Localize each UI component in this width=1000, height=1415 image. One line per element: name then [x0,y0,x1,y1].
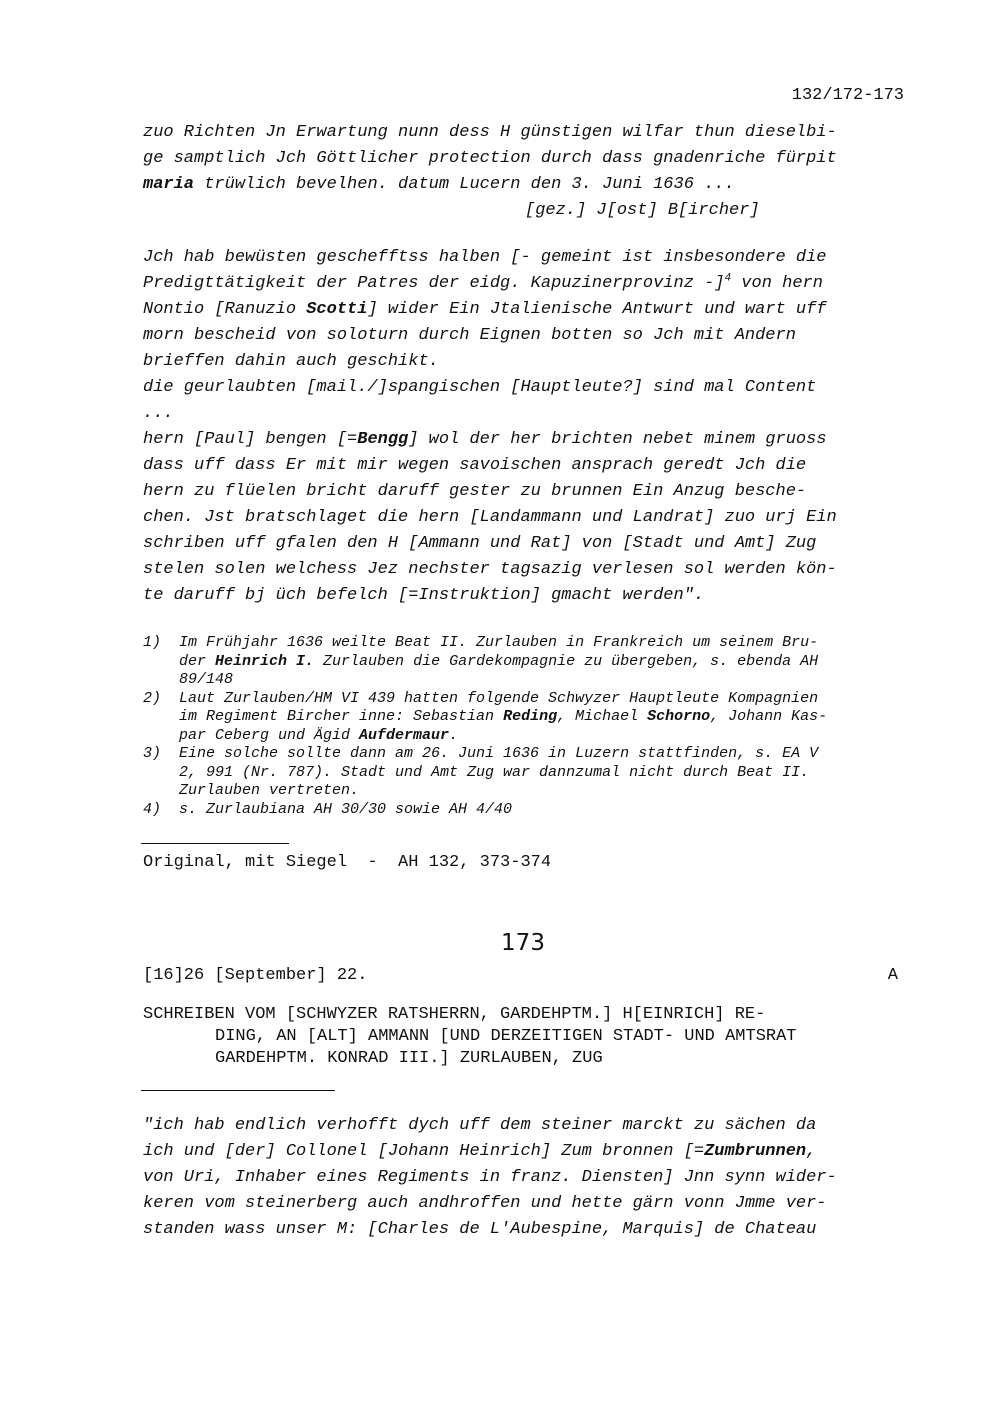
heading-line: SCHREIBEN VOM [SCHWYZER RATSHERRN, GARDEHPTM.] H[EINRICH] RE- [143,1005,766,1024]
footnote-2: 2) Laut Zurlauben/HM VI 439 hatten folgende Schwyzer Hauptleute Kompagnien im Regiment Bircher inne: Sebastian Reding, Michael Schorno, Johann Kas- par Ceberg und Ägid Aufdermaur. [143,689,828,744]
footnote-3: 3) Eine solche sollte dann am 26. Juni 1636 in Luzern stattfinden, s. EA V 2, 991 (Nr. 787). Stadt und Amt Zug war dannzumal nicht durch Beat II. Zurlauben vertreten. [143,745,819,799]
text-line: te daruff bj üch befelch [=Instruktion] gmacht werden". [143,586,705,605]
letter-start [143,1113,908,1243]
document-date-line [143,966,898,985]
letter-end [143,120,908,224]
bold-name: Schorno [647,708,711,725]
postscript [143,245,908,609]
footnote-number: 2) [143,689,162,707]
bold-name: Scotti [306,300,368,319]
page-reference: 132/172-173 [791,86,904,105]
bold-name: Bengg [357,430,409,449]
text-line: stelen solen welchess Jez nechster tagsazig verlesen sol werden kön- [143,560,837,579]
signature: [gez.] J[ost] B[ircher] [525,201,760,220]
text-line: von Uri, Inhaber eines Regiments in franz. Diensten] Jnn synn wider- [143,1168,837,1187]
bold-name: Zumbrunnen [704,1142,807,1161]
text-line: hern [Paul] bengen [=Bengg] wol der her brichten nebet minem gruoss [143,430,827,449]
text-line: keren vom steinerberg auch andhroffen und hette gärn vonn Jmme ver- [143,1194,827,1213]
text-line: hern zu flüelen bricht daruff gester zu brunnen Ein Anzug besche- [143,482,807,501]
text-line: chen. Jst bratschlaget die hern [Landammann und Landrat] zuo urj Ein [143,508,837,527]
footnote-number: 4) [143,800,162,818]
footnote-number: 3) [143,745,162,762]
bold-name: maria [143,175,195,194]
text-line: "ich hab endlich verhofft dych uff dem steiner marckt zu sächen da [143,1116,817,1135]
footnotes [143,634,908,819]
bold-name: Aufdermaur [359,726,450,744]
text-line: ich und [der] Collonel [Johann Heinrich] Zum bronnen [=Zumbrunnen, [143,1142,817,1161]
separator-rule [141,1090,335,1091]
footnote-4: 4) s. Zurlaubiana AH 30/30 sowie AH 4/40 [143,800,513,818]
text-line: Predigttätigkeit der Patres der eidg. Kapuzinerprovinz -]$^4$ von hern [143,272,823,293]
footnote-ref: 4 [724,272,732,285]
document-heading [143,1004,908,1070]
text-line: schriben uff gfalen den H [Ammann und Rat] von [Stadt und Amt] Zug [143,534,817,553]
text-line: ge samptlich Jch Göttlicher protection durch dass gnadenriche fürpit [143,149,837,168]
heading-line: DING, AN [ALT] AMMANN [UND DERZEITIGEN STADT- UND AMTSRAT [215,1027,797,1046]
heading-line: GARDEHPTM. KONRAD III.] ZURLAUBEN, ZUG [215,1049,603,1068]
document-category: A [887,966,898,985]
footnote-1: 1) Im Frühjahr 1636 weilte Beat II. Zurlauben in Frankreich um seinem Bru- der Heinrich I. Zurlauben die Gardekompagnie zu übergeben, s. ebenda AH 89/148 [143,634,819,688]
text-line: brieffen dahin auch geschikt. [143,352,439,371]
text-line: dass uff dass Er mit mir wegen savoischen ansprach geredt Jch die [143,456,807,475]
bold-name: Reding [503,708,558,725]
document-number: 173 [501,930,545,956]
separator-rule [141,843,289,844]
text-line: morn bescheid von soloturn durch Eignen botten so Jch mit Andern [143,326,796,345]
text-line: ... [143,404,174,423]
footnote-number: 1) [143,634,162,651]
text-line: Nontio [Ranuzio Scotti] wider Ein Jtalienische Antwurt und wart uff [143,300,827,319]
text-line: die geurlaubten [mail./]spangischen [Hauptleute?] sind mal Content [143,378,817,397]
text-line: zuo Richten Jn Erwartung nunn dess H günstigen wilfar thun dieselbi- [143,123,837,142]
text-line: maria trüwlich bevelhen. datum Lucern den 3. Juni 1636 ... [143,175,735,194]
source-note: Original, mit Siegel - AH 132, 373-374 [143,853,552,872]
text-line: Jch hab bewüsten geschefftss halben [- gemeint ist insbesondere die [143,248,827,267]
document-date: [16]26 [September] 22. [143,966,368,985]
text-line: standen wass unser M: [Charles de L'Aubespine, Marquis] de Chateau [143,1220,817,1239]
bold-name: Heinrich I. [215,652,315,670]
